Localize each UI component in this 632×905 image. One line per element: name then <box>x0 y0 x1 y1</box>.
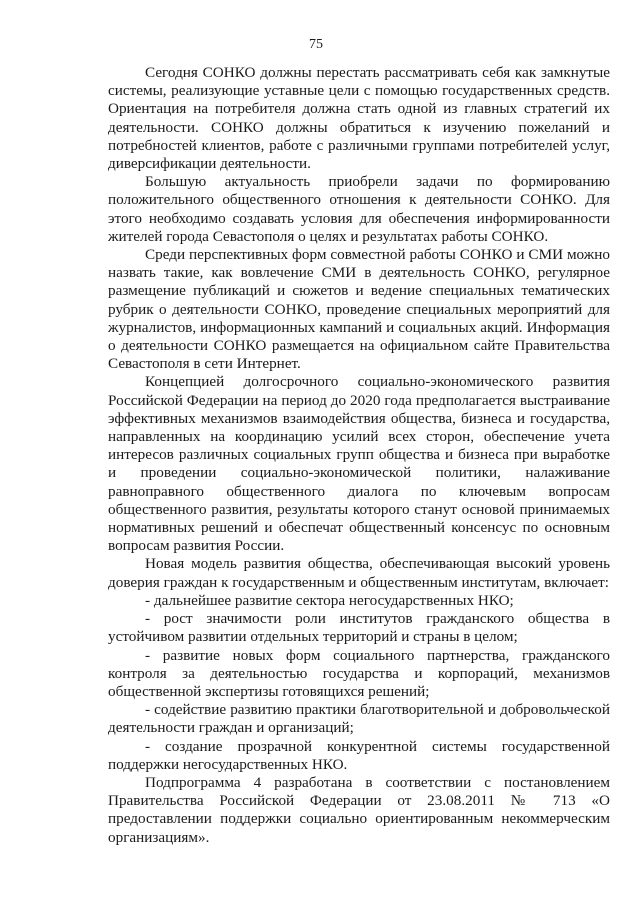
document-body <box>108 64 610 847</box>
list-item: - дальнейшее развитие сектора негосударственных НКО; <box>145 591 514 609</box>
paragraph: Среди перспективных форм совместной работы СОНКО и СМИ можно назвать такие, как вовлечение СМИ в деятельность СОНКО, регулярное размещение публикаций и сюжетов и ведение специальных тематических рубрик о деятельности СОНКО, проведение специальных мероприятий для журналистов, информационных кампаний и социальных акций. Информация о деятельности СОНКО размещается на официальном сайте Правительства Севастополя в сети Интернет. <box>108 246 610 373</box>
list-item: - создание прозрачной конкурентной системы государственной поддержки негосударственных НКО. <box>108 737 610 773</box>
paragraph: Концепцией долгосрочного социально-экономического развития Российской Федерации на период до 2020 года предполагается выстраивание эффективных механизмов взаимодействия общества, бизнеса и государства, направленных на координацию усилий всех сторон, обеспечение учета интересов различных социальных групп общества и бизнеса при выработке и проведении социально-экономической политики, налаживание равноправного общественного диалога по ключевым вопросам общественного развития, результаты которого станут основой принимаемых нормативных решений и обеспечат общественный консенсус по основным вопросам развития России. <box>108 373 610 555</box>
paragraph: Сегодня СОНКО должны перестать рассматривать себя как замкнутые системы, реализующие уставные цели с помощью государственных средств. Ориентация на потребителя должна стать одной из главных стратегий их деятельности. СОНКО должны обратиться к изучению пожеланий и потребностей клиентов, работе с различными группами потребителей услуг, диверсификации деятельности. <box>108 64 610 173</box>
closing-paragraph: Подпрограмма 4 разработана в соответствии с постановлением Правительства Российской Федерации от 23.08.2011 № 713 «О предоставлении поддержки социально ориентированным некоммерческим организациям». <box>108 773 610 846</box>
list-item: - рост значимости роли институтов гражданского общества в устойчивом развитии отдельных территорий и страны в целом; <box>108 610 610 646</box>
list-item: - содействие развитию практики благотворительной и добровольческой деятельности граждан и организаций; <box>108 701 610 737</box>
paragraph: Большую актуальность приобрели задачи по формированию положительного общественного отношения к деятельности СОНКО. Для этого необходимо создавать условия для обеспечения информированности жителей города Севастополя о целях и результатах работы СОНКО. <box>108 173 610 245</box>
page-number: 75 <box>309 37 323 52</box>
list-item: - развитие новых форм социального партнерства, гражданского контроля за деятельностью государства и корпораций, механизмов общественной экспертизы готовящихся решений; <box>108 646 610 700</box>
paragraph: Новая модель развития общества, обеспечивающая высокий уровень доверия граждан к государственным и общественным институтам, включает: <box>108 555 610 591</box>
